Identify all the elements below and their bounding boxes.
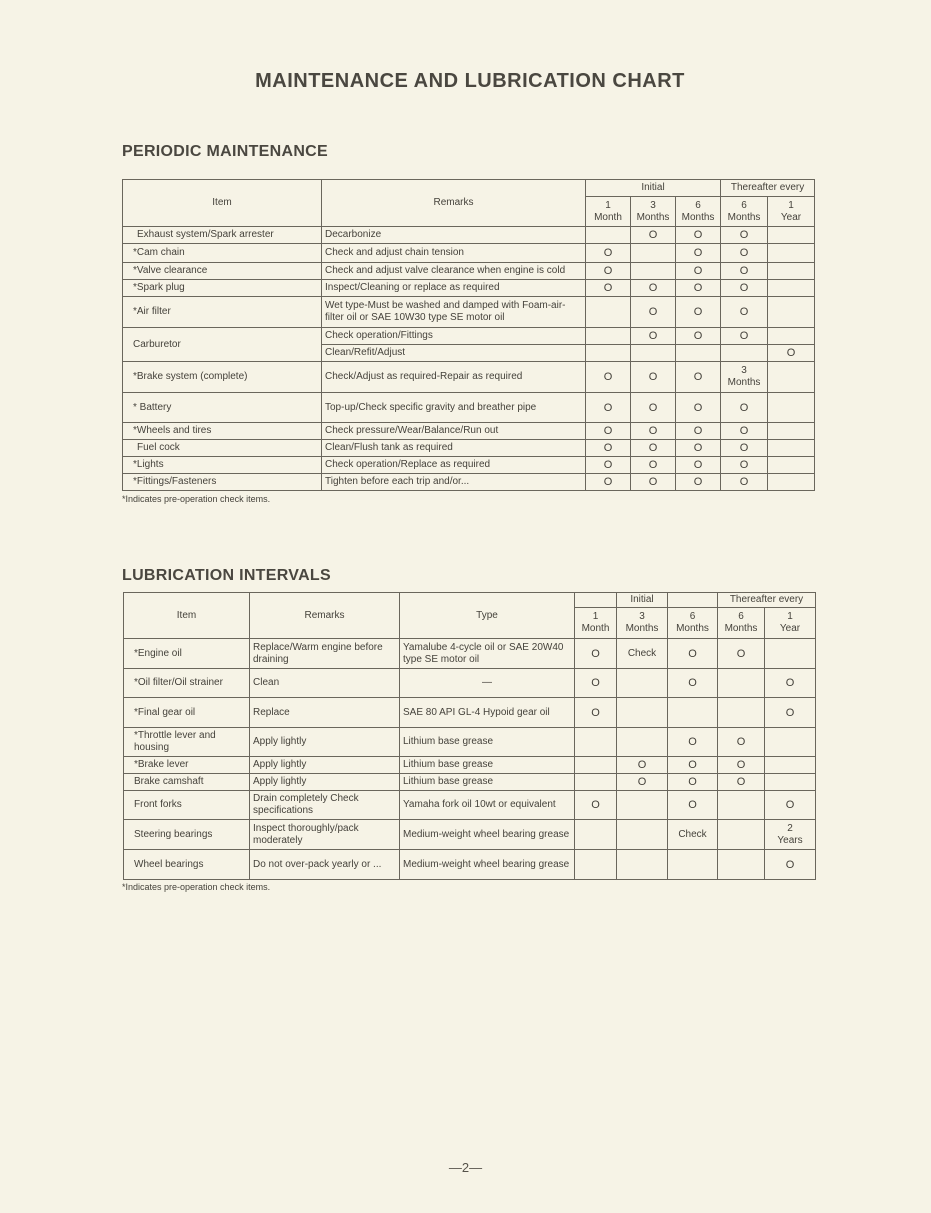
interval-mark: O <box>765 698 816 728</box>
row-remarks: Check operation/Fittings <box>322 328 586 345</box>
periodic-footnote: *Indicates pre-operation check items. <box>122 494 271 504</box>
col-header-remarks: Remarks <box>250 593 400 639</box>
table-row <box>123 227 815 244</box>
interval-mark: O <box>575 669 617 698</box>
interval-mark <box>718 820 765 850</box>
col-header-item: Item <box>124 593 250 639</box>
row-remarks: Tighten before each trip and/or... <box>322 474 586 491</box>
row-remarks: Drain completely Check specifications <box>250 791 400 820</box>
interval-mark: O <box>586 423 631 440</box>
row-item: Wheel bearings <box>124 850 250 880</box>
interval-mark: O <box>718 728 765 757</box>
col-header-remarks: Remarks <box>322 180 586 227</box>
row-item: *Air filter <box>123 297 322 328</box>
row-type: Medium-weight wheel bearing grease <box>400 850 575 880</box>
table-row <box>124 698 816 728</box>
interval-mark <box>768 474 815 491</box>
interval-mark <box>718 669 765 698</box>
interval-mark: O <box>721 263 768 280</box>
interval-mark: O <box>631 474 676 491</box>
interval-mark: O <box>765 669 816 698</box>
row-item: Front forks <box>124 791 250 820</box>
interval-mark: O <box>631 362 676 393</box>
interval-header: 1 Year <box>765 608 816 639</box>
row-item: *Wheels and tires <box>123 423 322 440</box>
table-row <box>123 423 815 440</box>
row-remarks: Clean/Refit/Adjust <box>322 345 586 362</box>
interval-mark <box>718 791 765 820</box>
col-header-thereafter: Thereafter every <box>721 180 815 197</box>
table-row <box>123 297 815 328</box>
interval-mark <box>768 244 815 263</box>
interval-mark: O <box>718 757 765 774</box>
row-remarks: Inspect thoroughly/pack moderately <box>250 820 400 850</box>
interval-mark <box>676 345 721 362</box>
interval-mark <box>617 850 668 880</box>
interval-mark: O <box>631 280 676 297</box>
table-row <box>123 393 815 423</box>
table-row <box>123 328 815 345</box>
interval-mark: O <box>631 393 676 423</box>
interval-header: 6 Months <box>721 197 768 227</box>
interval-header: 6 Months <box>718 608 765 639</box>
interval-mark <box>617 728 668 757</box>
row-item: *Throttle lever and housing <box>124 728 250 757</box>
interval-header: 6 Months <box>668 608 718 639</box>
interval-mark <box>768 328 815 345</box>
table-row <box>123 440 815 457</box>
interval-mark <box>768 423 815 440</box>
interval-mark: O <box>631 297 676 328</box>
interval-mark: O <box>586 244 631 263</box>
interval-mark <box>768 280 815 297</box>
interval-mark: O <box>586 457 631 474</box>
row-type: Yamaha fork oil 10wt or equivalent <box>400 791 575 820</box>
interval-mark: O <box>718 774 765 791</box>
row-item: *Final gear oil <box>124 698 250 728</box>
interval-mark <box>768 297 815 328</box>
row-item: Fuel cock <box>123 440 322 457</box>
interval-mark <box>721 345 768 362</box>
row-type: Lithium base grease <box>400 774 575 791</box>
interval-mark: O <box>676 362 721 393</box>
row-item: *Fittings/Fasteners <box>123 474 322 491</box>
interval-mark: O <box>721 280 768 297</box>
row-item: *Cam chain <box>123 244 322 263</box>
periodic-maintenance-heading: PERIODIC MAINTENANCE <box>122 143 329 160</box>
col-header-item: Item <box>123 180 322 227</box>
interval-mark: O <box>721 244 768 263</box>
interval-mark <box>768 457 815 474</box>
interval-mark: O <box>721 423 768 440</box>
row-remarks: Check operation/Replace as required <box>322 457 586 474</box>
interval-mark: O <box>721 297 768 328</box>
interval-mark: O <box>668 774 718 791</box>
interval-mark: O <box>765 791 816 820</box>
interval-header: 1 Year <box>768 197 815 227</box>
interval-mark <box>575 850 617 880</box>
lubrication-footnote: *Indicates pre-operation check items. <box>122 882 271 892</box>
row-type: Lithium base grease <box>400 757 575 774</box>
row-item: *Brake lever <box>124 757 250 774</box>
interval-mark <box>586 227 631 244</box>
row-item: *Oil filter/Oil strainer <box>124 669 250 698</box>
interval-header: 3 Months <box>617 608 668 639</box>
interval-mark: O <box>617 757 668 774</box>
interval-mark <box>768 263 815 280</box>
interval-mark: O <box>631 423 676 440</box>
row-item: Brake camshaft <box>124 774 250 791</box>
row-item: *Brake system (complete) <box>123 362 322 393</box>
row-item: *Engine oil <box>124 639 250 669</box>
interval-mark: O <box>668 639 718 669</box>
interval-mark <box>718 850 765 880</box>
interval-mark: O <box>631 457 676 474</box>
interval-mark <box>765 774 816 791</box>
table-row <box>124 728 816 757</box>
table-row <box>123 280 815 297</box>
row-remarks: Check and adjust chain tension <box>322 244 586 263</box>
interval-mark: O <box>586 362 631 393</box>
col-header-thereafter: Thereafter every <box>718 593 816 608</box>
row-remarks: Clean/Flush tank as required <box>322 440 586 457</box>
row-remarks: Replace <box>250 698 400 728</box>
interval-mark: 2 Years <box>765 820 816 850</box>
interval-mark: O <box>718 639 765 669</box>
lubrication-intervals-heading: LUBRICATION INTERVALS <box>122 567 331 584</box>
interval-mark: O <box>631 328 676 345</box>
row-item: Steering bearings <box>124 820 250 850</box>
row-remarks: Clean <box>250 669 400 698</box>
table-row <box>124 639 816 669</box>
col-header-initial: Initial <box>586 180 721 197</box>
interval-mark <box>575 757 617 774</box>
table-row <box>124 669 816 698</box>
page-title: MAINTENANCE AND LUBRICATION CHART <box>255 70 685 92</box>
interval-mark: O <box>617 774 668 791</box>
interval-mark: O <box>586 393 631 423</box>
table-row <box>124 757 816 774</box>
interval-header: 6 Months <box>676 197 721 227</box>
interval-mark: O <box>765 850 816 880</box>
interval-mark: O <box>631 227 676 244</box>
table-row <box>123 474 815 491</box>
interval-mark: O <box>721 393 768 423</box>
interval-mark: O <box>668 791 718 820</box>
interval-mark: O <box>676 244 721 263</box>
interval-mark <box>617 698 668 728</box>
row-remarks: Do not over-pack yearly or ... <box>250 850 400 880</box>
row-remarks: Wet type-Must be washed and damped with Foam-air-filter oil or SAE 10W30 type SE motor oil <box>322 297 586 328</box>
interval-mark <box>768 362 815 393</box>
interval-mark: O <box>668 728 718 757</box>
row-item: * Battery <box>123 393 322 423</box>
interval-mark: Check <box>617 639 668 669</box>
row-type: Medium-weight wheel bearing grease <box>400 820 575 850</box>
interval-mark: O <box>676 393 721 423</box>
row-remarks: Top-up/Check specific gravity and breather pipe <box>322 393 586 423</box>
table-row <box>124 774 816 791</box>
row-item: Exhaust system/Spark arrester <box>123 227 322 244</box>
row-remarks: Apply lightly <box>250 774 400 791</box>
table-row <box>123 362 815 393</box>
interval-mark: O <box>721 474 768 491</box>
row-remarks: Inspect/Cleaning or replace as required <box>322 280 586 297</box>
row-remarks: Check pressure/Wear/Balance/Run out <box>322 423 586 440</box>
table-row <box>124 791 816 820</box>
interval-mark: O <box>668 757 718 774</box>
interval-mark <box>668 698 718 728</box>
interval-mark: O <box>676 297 721 328</box>
interval-mark: O <box>676 423 721 440</box>
interval-mark: O <box>676 440 721 457</box>
interval-mark <box>575 728 617 757</box>
table-row <box>123 457 815 474</box>
interval-mark <box>575 774 617 791</box>
interval-mark: O <box>721 227 768 244</box>
interval-mark: Check <box>668 820 718 850</box>
interval-mark: O <box>676 263 721 280</box>
col-header-initial: Initial <box>617 593 668 608</box>
interval-mark <box>617 669 668 698</box>
interval-mark <box>586 297 631 328</box>
row-remarks: Decarbonize <box>322 227 586 244</box>
interval-mark <box>765 728 816 757</box>
interval-mark: O <box>721 440 768 457</box>
interval-mark: O <box>676 474 721 491</box>
interval-mark: O <box>668 669 718 698</box>
periodic-maintenance-table <box>122 179 815 491</box>
interval-mark <box>768 393 815 423</box>
interval-mark: O <box>676 227 721 244</box>
row-item: *Spark plug <box>123 280 322 297</box>
interval-header: 1 Month <box>575 608 617 639</box>
row-type: Lithium base grease <box>400 728 575 757</box>
interval-mark <box>631 244 676 263</box>
interval-mark: O <box>586 263 631 280</box>
table-row <box>123 244 815 263</box>
interval-mark: O <box>586 440 631 457</box>
row-remarks: Check and adjust valve clearance when engine is cold <box>322 263 586 280</box>
interval-mark: O <box>676 457 721 474</box>
table-row <box>124 850 816 880</box>
interval-mark: 3 Months <box>721 362 768 393</box>
lubrication-intervals-table <box>123 592 816 880</box>
table-row <box>123 263 815 280</box>
row-item: *Valve clearance <box>123 263 322 280</box>
interval-header: 3 Months <box>631 197 676 227</box>
interval-mark: O <box>721 328 768 345</box>
interval-mark <box>768 227 815 244</box>
interval-mark: O <box>575 698 617 728</box>
table-row <box>124 820 816 850</box>
interval-mark <box>631 263 676 280</box>
interval-mark <box>617 791 668 820</box>
row-remarks: Apply lightly <box>250 757 400 774</box>
row-type: Yamalube 4-cycle oil or SAE 20W40 type SE motor oil <box>400 639 575 669</box>
interval-mark <box>575 820 617 850</box>
interval-mark: O <box>575 791 617 820</box>
page-number: —2— <box>448 1160 483 1175</box>
interval-mark <box>668 850 718 880</box>
row-type: SAE 80 API GL-4 Hypoid gear oil <box>400 698 575 728</box>
row-remarks: Check/Adjust as required-Repair as required <box>322 362 586 393</box>
interval-header: 1 Month <box>586 197 631 227</box>
col-header-type: Type <box>400 593 575 639</box>
row-remarks: Apply lightly <box>250 728 400 757</box>
interval-mark <box>586 328 631 345</box>
interval-mark <box>631 345 676 362</box>
interval-mark <box>586 345 631 362</box>
row-type: — <box>400 669 575 698</box>
row-remarks: Replace/Warm engine before draining <box>250 639 400 669</box>
interval-mark: O <box>575 639 617 669</box>
interval-mark: O <box>721 457 768 474</box>
interval-mark: O <box>676 328 721 345</box>
interval-mark: O <box>586 474 631 491</box>
interval-mark: O <box>586 280 631 297</box>
interval-mark: O <box>676 280 721 297</box>
interval-mark: O <box>768 345 815 362</box>
row-item: Carburetor <box>123 328 322 362</box>
interval-mark <box>617 820 668 850</box>
interval-mark <box>718 698 765 728</box>
row-item: *Lights <box>123 457 322 474</box>
interval-mark <box>765 757 816 774</box>
interval-mark <box>768 440 815 457</box>
interval-mark: O <box>631 440 676 457</box>
interval-mark <box>765 639 816 669</box>
